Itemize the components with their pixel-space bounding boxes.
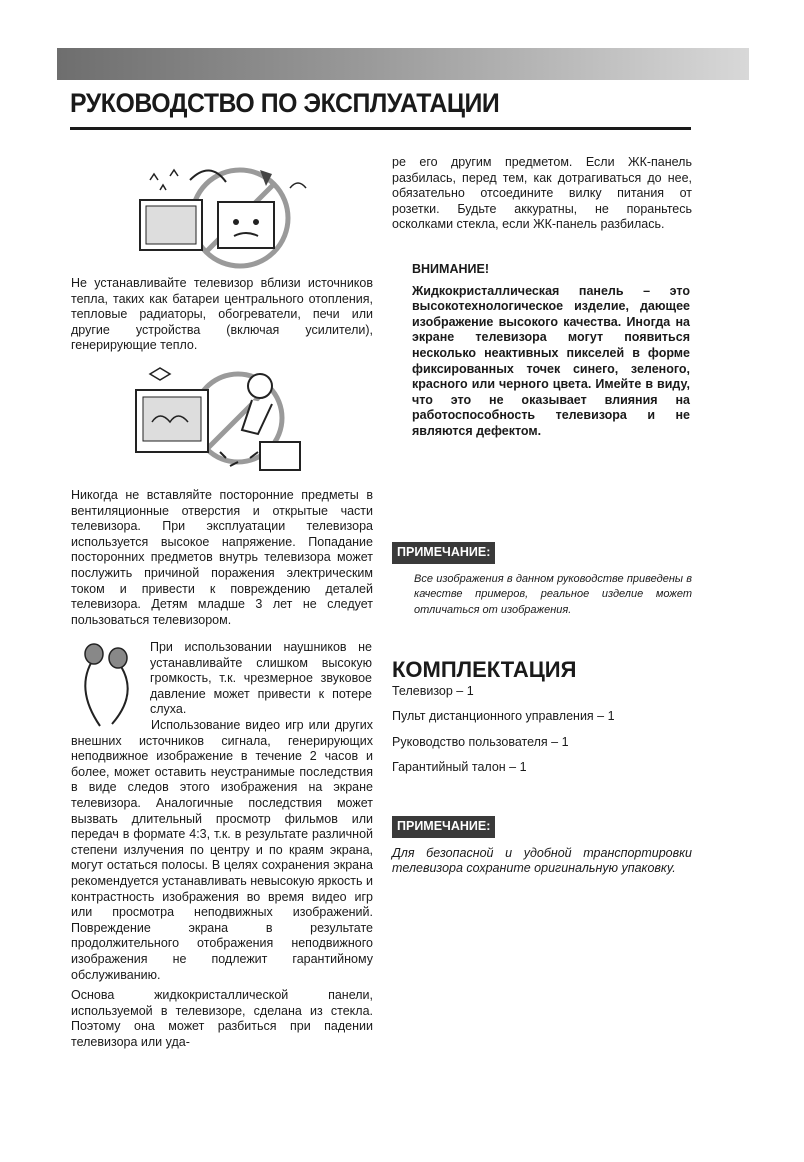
warning-title: ВНИМАНИЕ!: [412, 262, 489, 276]
paragraph: Никогда не вставляйте посторонние предметы в вентиляционные отверстия и открытые части телевизора. При эксплуатации телевизора используется высокое напряжение. Попадание посторонних предметов внутрь телевизора может послужить причиной поражения электрическим током и привести к повреждению деталей телевизора. Детям младше 3 лет не следует пользоваться телевизором.: [71, 488, 373, 627]
note-block-1: [392, 542, 692, 618]
paragraph: Использование видео игр или других внешних источников сигнала, генерирующих неподвижное изображение в течение 2 часов и более, может оставить неустранимые последствия в виде следов этого изображения на экране телевизора. Аналогичные последствия может вызвать длительный просмотр фильмов или передач в формате 4:3, т.к. в результате различной степени излучения по центру и по краям экрана, могут остаться полосы. В целях сохранения экрана рекомендуется устанавливать невысокую яркость и контрастность изображения во время видео игр или просмотра неподвижных изображений. Повреждение экрана в результате продолжительного отображения неподвижного изображения не подлежит гарантийному обслуживанию.: [71, 718, 373, 982]
text-headphones: [150, 640, 372, 718]
text-broken-panel: [392, 155, 692, 233]
section-title: КОМПЛЕКТАЦИЯ: [392, 657, 577, 682]
note-text: Все изображения в данном руководстве приведены в качестве примеров, реальное изделие может отличаться от изображения.: [414, 572, 692, 616]
kit-section: [392, 657, 692, 776]
kit-item: Телевизор – 1: [392, 683, 474, 698]
note-label: ПРИМЕЧАНИЕ:: [392, 816, 495, 838]
paragraph: При использовании наушников не устанавливайте слишком высокую громкость, т.к. чрезмерное звуковое давление может привести к потере слуха.: [150, 640, 372, 717]
text-glass-panel: [71, 988, 373, 1050]
title-underline: [70, 127, 691, 130]
paragraph: Основа жидкокристаллической панели, используемой в телевизоре, сделана из стекла. Поэтому она может разбиться при падении телевизора или уда-: [71, 988, 373, 1049]
header-gradient-bar: [57, 48, 749, 80]
page-title: РУКОВОДСТВО ПО ЭКСПЛУАТАЦИИ: [70, 88, 500, 118]
tv-heat-illustration-icon: [130, 160, 330, 270]
paragraph: ре его другим предметом. Если ЖК-панель разбилась, перед тем, как дотрагиваться до нее, обязательно отсоедините вилку питания от розетки. Будьте аккуратны, не пораньтесь осколками стекла, если ЖК-панель разбилась.: [392, 155, 692, 232]
text-static-image: [71, 718, 373, 983]
warning-block: [412, 262, 690, 440]
headphones-icon: [72, 640, 140, 730]
note-block-2: [392, 816, 692, 877]
note-label: ПРИМЕЧАНИЕ:: [392, 542, 495, 564]
kit-item: Пульт дистанционного управления – 1: [392, 709, 615, 724]
tv-objects-illustration-icon: [130, 362, 330, 482]
warning-body: Жидкокристаллическая панель – это высокотехнологическое изделие, дающее изображение высокого качества. Иногда на экране телевизора могут появиться несколько неактивных пикселей в форме фиксированных точек синего, зеленого, красного или черного цвета. Имейте в виду, что это не оказывает влияния на работоспособность телевизора и не являются дефектом.: [412, 283, 690, 438]
text-heat-sources: [71, 276, 373, 354]
paragraph: Не устанавливайте телевизор вблизи источников тепла, таких как батареи центрального отопления, тепловые радиаторы, обогреватели, печи или другие устройства (включая усилители), генерирующие тепло.: [71, 276, 373, 353]
note-text: Для безопасной и удобной транспортировки телевизора сохраните оригинальную упаковку.: [392, 845, 692, 876]
text-foreign-objects: [71, 488, 373, 628]
kit-item: Гарантийный талон – 1: [392, 760, 527, 775]
kit-item: Руководство пользователя – 1: [392, 734, 569, 749]
